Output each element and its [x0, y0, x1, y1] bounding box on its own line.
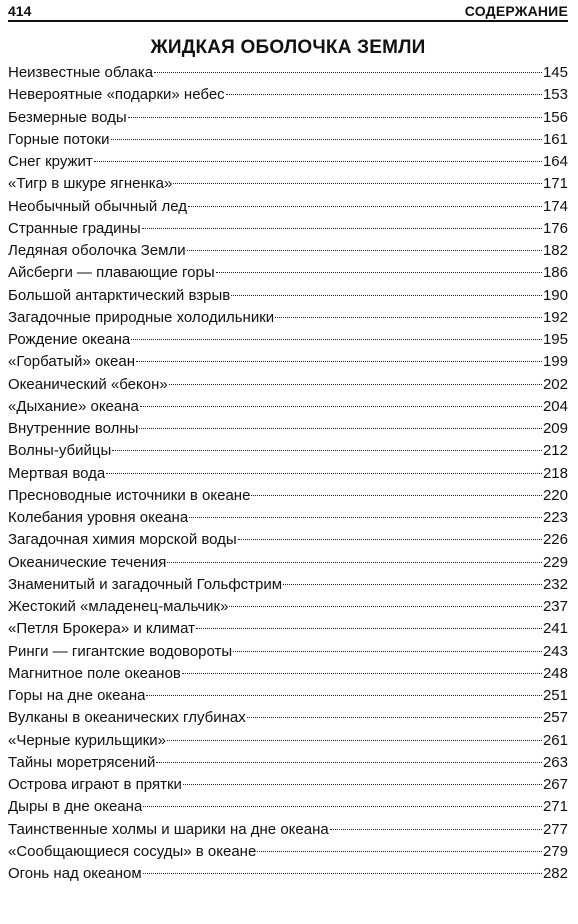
table-of-contents [8, 64, 568, 887]
toc-entry-page: 232 [542, 575, 568, 593]
toc-entry-title: Внутренние волны [8, 420, 139, 437]
toc-entry-page: 182 [542, 242, 568, 259]
toc-entry-page: 145 [542, 64, 568, 81]
toc-entry-title: Дыры в дне океана [8, 798, 143, 816]
toc-entry[interactable] [8, 732, 568, 754]
toc-entry[interactable] [8, 242, 568, 264]
toc-entry[interactable] [8, 109, 568, 131]
toc-entry-title: Колебания уровня океана [8, 509, 189, 526]
toc-entry[interactable] [8, 442, 568, 464]
toc-entry-page: 263 [542, 753, 568, 771]
toc-entry[interactable] [8, 264, 568, 286]
toc-entry-page: 226 [542, 531, 568, 549]
dot-leader [94, 161, 542, 162]
toc-entry[interactable] [8, 754, 568, 776]
dot-leader [226, 94, 542, 95]
toc-entry-page: 202 [542, 375, 568, 393]
toc-entry-title: Загадочные природные холодильники [8, 308, 275, 326]
dot-leader [275, 317, 542, 318]
toc-entry[interactable] [8, 576, 568, 598]
dot-leader [189, 517, 542, 518]
dot-leader [154, 72, 542, 73]
toc-entry-page: 267 [542, 776, 568, 793]
toc-entry[interactable] [8, 509, 568, 531]
toc-entry-page: 174 [542, 197, 568, 215]
toc-entry-title: Пресноводные источники в океане [8, 486, 251, 504]
toc-entry[interactable] [8, 776, 568, 798]
toc-entry-title: Жестокий «младенец-мальчик» [8, 598, 229, 615]
toc-entry[interactable] [8, 821, 568, 843]
toc-entry-title: Таинственные холмы и шарики на дне океана [8, 820, 329, 838]
toc-entry-title: «Сообщающиеся сосуды» в океане [8, 842, 257, 860]
toc-entry-page: 171 [542, 175, 568, 193]
dot-leader [187, 250, 542, 251]
dot-leader [106, 473, 542, 474]
toc-entry-page: 164 [542, 153, 568, 170]
toc-entry[interactable] [8, 843, 568, 865]
dot-leader [231, 295, 542, 296]
toc-entry-title: «Черные курильщики» [8, 731, 166, 749]
toc-entry[interactable] [8, 331, 568, 353]
toc-entry[interactable] [8, 598, 568, 620]
toc-entry[interactable] [8, 198, 568, 220]
toc-entry-title: Знаменитый и загадочный Гольфстрим [8, 575, 283, 593]
toc-entry[interactable] [8, 665, 568, 687]
dot-leader [167, 740, 542, 741]
toc-entry-title: Ледяная оболочка Земли [8, 242, 186, 259]
toc-entry-title: Неизвестные облака [8, 64, 154, 81]
toc-entry-page: 279 [542, 842, 568, 860]
toc-entry-title: Ринги — гигантские водовороты [8, 642, 233, 660]
toc-entry[interactable] [8, 220, 568, 242]
toc-entry-title: Горы на дне океана [8, 687, 146, 704]
toc-entry[interactable] [8, 376, 568, 398]
toc-entry[interactable] [8, 131, 568, 153]
toc-entry-page: 161 [542, 130, 568, 148]
toc-entry-page: 243 [542, 642, 568, 660]
toc-entry-page: 176 [542, 219, 568, 237]
toc-entry-page: 153 [542, 86, 568, 104]
dot-leader [140, 406, 542, 407]
dot-leader [146, 695, 541, 696]
dot-leader [139, 428, 542, 429]
toc-entry[interactable] [8, 353, 568, 375]
toc-entry-page: 261 [542, 731, 568, 749]
toc-entry[interactable] [8, 64, 568, 86]
toc-entry-page: 195 [542, 331, 568, 348]
toc-entry-page: 223 [542, 509, 568, 526]
toc-entry[interactable] [8, 643, 568, 665]
toc-entry[interactable] [8, 531, 568, 553]
toc-entry-title: Странные градины [8, 219, 141, 237]
toc-entry-page: 271 [542, 798, 568, 816]
dot-leader [196, 628, 542, 629]
dot-leader [142, 228, 542, 229]
dot-leader [111, 139, 542, 140]
toc-entry-page: 277 [542, 820, 568, 838]
toc-entry-title: Рождение океана [8, 331, 131, 348]
toc-entry-page: 199 [542, 353, 568, 371]
toc-entry-title: Необычный обычный лед [8, 197, 187, 215]
toc-entry-page: 229 [542, 553, 568, 571]
toc-entry[interactable] [8, 309, 568, 331]
toc-entry[interactable] [8, 465, 568, 487]
dot-leader [156, 762, 542, 763]
toc-entry-page: 241 [542, 620, 568, 638]
toc-entry-page: 209 [542, 420, 568, 437]
section-title: ЖИДКАЯ ОБОЛОЧКА ЗЕМЛИ [150, 37, 426, 58]
dot-leader [257, 851, 542, 852]
toc-entry-title: Вулканы в океанических глубинах [8, 709, 246, 727]
toc-entry[interactable] [8, 687, 568, 709]
toc-entry-title: Айсберги — плавающие горы [8, 264, 215, 282]
toc-entry-title: Мертвая вода [8, 464, 106, 482]
running-title: СОДЕРЖАНИЕ [464, 3, 568, 19]
page-number: 414 [8, 3, 32, 19]
dot-leader [283, 584, 542, 585]
toc-entry-page: 204 [542, 397, 568, 415]
toc-entry-page: 156 [542, 108, 568, 126]
toc-entry-page: 186 [542, 264, 568, 282]
toc-entry[interactable] [8, 709, 568, 731]
toc-entry-page: 248 [542, 664, 568, 682]
toc-entry-title: «Горбатый» океан [8, 353, 135, 371]
dot-leader [128, 117, 542, 118]
dot-leader [229, 606, 542, 607]
toc-entry[interactable] [8, 287, 568, 309]
toc-entry-title: Огонь над океаном [8, 865, 142, 882]
toc-entry[interactable] [8, 554, 568, 576]
dot-leader [131, 339, 542, 340]
toc-entry-title: Океанические течения [8, 553, 167, 571]
toc-entry[interactable] [8, 865, 568, 887]
dot-leader [143, 873, 542, 874]
toc-entry-title: Тайны моретрясений [8, 753, 156, 771]
dot-leader [247, 717, 542, 718]
toc-entry[interactable] [8, 487, 568, 509]
dot-leader [330, 829, 542, 830]
toc-entry[interactable] [8, 153, 568, 175]
toc-entry-title: Океанический «бекон» [8, 375, 168, 393]
toc-entry[interactable] [8, 86, 568, 108]
toc-entry-title: Снег кружит [8, 153, 93, 170]
toc-entry-page: 251 [542, 687, 568, 704]
toc-entry-page: 192 [542, 308, 568, 326]
toc-entry[interactable] [8, 798, 568, 820]
toc-entry-title: Невероятные «подарки» небес [8, 86, 225, 104]
toc-entry[interactable] [8, 398, 568, 420]
toc-entry-page: 218 [542, 464, 568, 482]
toc-entry-title: Безмерные воды [8, 108, 127, 126]
toc-entry-title: Большой антарктический взрыв [8, 286, 231, 304]
dot-leader [167, 562, 542, 563]
toc-entry-title: Горные потоки [8, 130, 110, 148]
toc-entry-title: Загадочная химия морской воды [8, 531, 237, 549]
toc-entry[interactable] [8, 620, 568, 642]
toc-entry-title: Острова играют в прятки [8, 776, 182, 793]
toc-entry-page: 257 [542, 709, 568, 727]
dot-leader [233, 651, 542, 652]
dot-leader [136, 361, 542, 362]
toc-entry-title: Магнитное поле океанов [8, 664, 181, 682]
dot-leader [251, 495, 542, 496]
toc-entry[interactable] [8, 175, 568, 197]
toc-entry-title: «Петля Брокера» и климат [8, 620, 195, 638]
dot-leader [188, 206, 542, 207]
toc-entry-page: 237 [542, 598, 568, 615]
dot-leader [183, 784, 542, 785]
toc-entry[interactable] [8, 420, 568, 442]
dot-leader [173, 183, 542, 184]
toc-entry-page: 190 [542, 286, 568, 304]
toc-entry-page: 220 [542, 486, 568, 504]
dot-leader [216, 272, 542, 273]
running-head [8, 0, 568, 22]
dot-leader [143, 806, 542, 807]
dot-leader [112, 450, 542, 451]
toc-entry-title: «Тигр в шкуре ягненка» [8, 175, 173, 193]
dot-leader [238, 539, 542, 540]
toc-entry-page: 212 [542, 442, 568, 460]
toc-entry-page: 282 [542, 865, 568, 882]
dot-leader [169, 384, 542, 385]
dot-leader [182, 673, 542, 674]
toc-entry-title: Волны-убийцы [8, 442, 112, 460]
toc-entry-title: «Дыхание» океана [8, 397, 139, 415]
